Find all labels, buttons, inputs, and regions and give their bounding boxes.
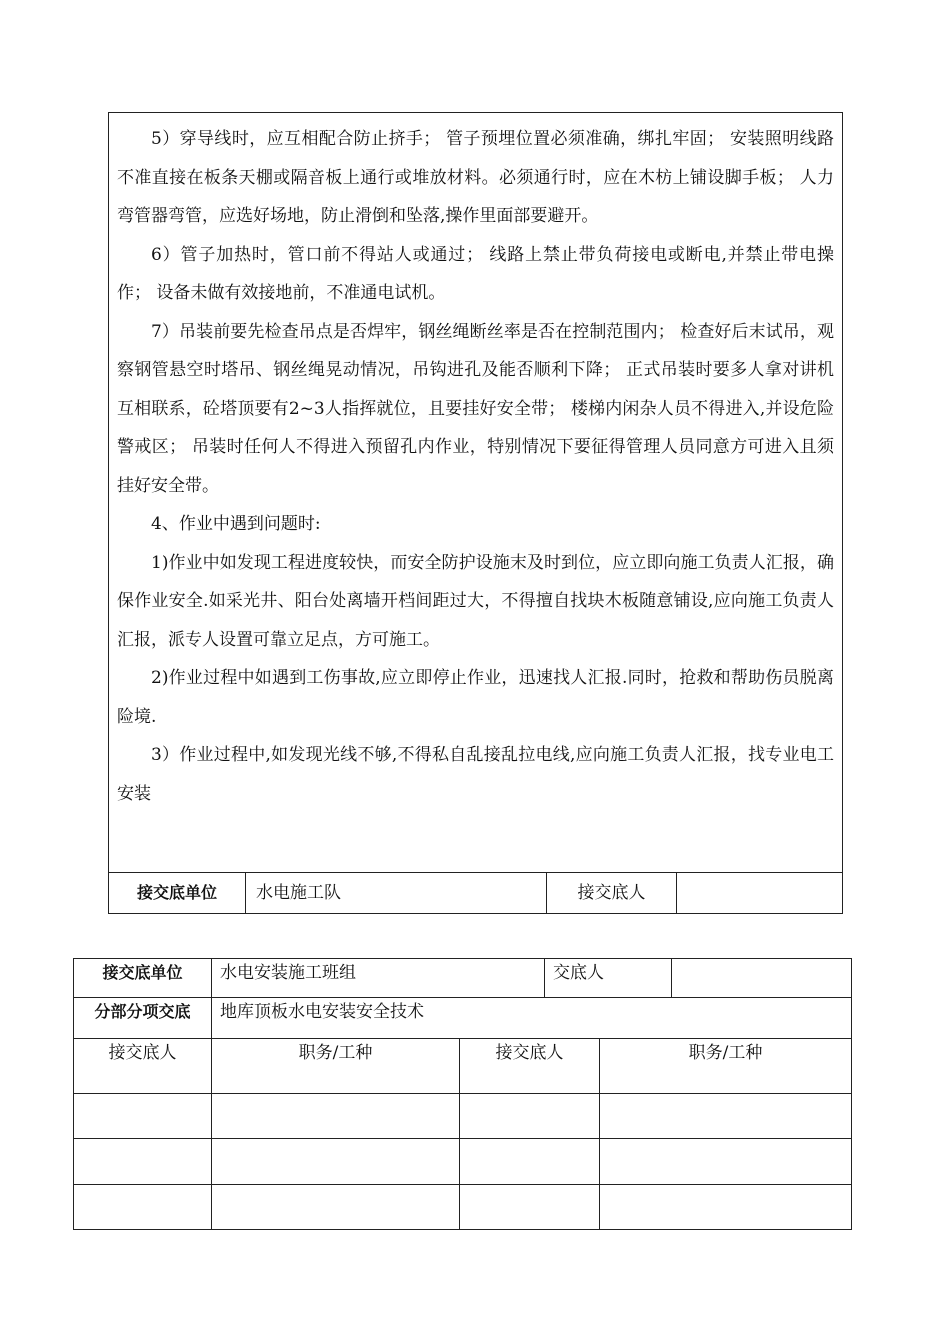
receiving-unit-label: 接交底单位	[109, 873, 246, 913]
briefer-label: 交底人	[545, 959, 672, 997]
table-cell	[600, 1094, 851, 1138]
table-cell	[600, 1139, 851, 1184]
item-row	[74, 998, 851, 1039]
col-receiver-1: 接交底人	[74, 1039, 212, 1093]
table-row	[74, 1185, 851, 1229]
table-cell	[460, 1139, 600, 1184]
paragraph-5: 5）穿导线时，应互相配合防止挤手； 管子预埋位置必须准确，绑扎牢固； 安装照明线路不准直接在板条天棚或隔音板上通行或堆放材料。必须通行时，应在木枋上铺设脚手板； 人力弯管器弯管，应选好场地，防止滑倒和坠落,操作里面部要避开。	[117, 129, 834, 226]
item-value: 地库顶板水电安装安全技术	[220, 1002, 424, 1022]
table-cell	[74, 1094, 212, 1138]
table-cell	[600, 1185, 851, 1229]
column-header-row	[74, 1039, 851, 1094]
table-row	[74, 1139, 851, 1185]
table-cell	[460, 1185, 600, 1229]
receiving-unit-value: 水电施工队	[246, 873, 547, 913]
table-cell	[212, 1094, 460, 1138]
signature-row	[109, 873, 842, 913]
briefer-value	[672, 959, 851, 997]
section-4-heading: 4、作业中遇到问题时:	[151, 514, 321, 534]
table-cell	[74, 1139, 212, 1184]
paragraph-6: 6）管子加热时，管口前不得站人或通过； 线路上禁止带负荷接电或断电,并禁止带电操作； 设备未做有效接地前，不准通电试机。	[117, 244, 834, 303]
table-cell	[212, 1185, 460, 1229]
unit-label: 接交底单位	[74, 959, 212, 997]
paragraph-4-2: 2)作业过程中如遇到工伤事故,应立即停止作业，迅速找人汇报.同时，抢救和帮助伤员脱离险境.	[117, 668, 834, 727]
col-receiver-2: 接交底人	[460, 1039, 600, 1093]
table-row	[74, 1094, 851, 1139]
table-cell	[460, 1094, 600, 1138]
item-label: 分部分项交底	[74, 998, 212, 1038]
safety-content-table	[108, 112, 843, 914]
paragraph-4-3: 3）作业过程中,如发现光线不够,不得私自乱接乱拉电线,应向施工负责人汇报，找专业电工安装	[117, 745, 834, 804]
paragraph-7: 7）吊装前要先检查吊点是否焊牢，钢丝绳断丝率是否在控制范围内； 检查好后末试吊，观察钢管悬空时塔吊、钢丝绳晃动情况，吊钩进孔及能否顺利下降； 正式吊装时要多人拿对讲机互相联系，砼塔顶要有2~3人指挥就位，且要挂好安全带； 楼梯内闲杂人员不得进入,并设危险警戒区； 吊装时任何人不得进入预留孔内作业，特别情况下要征得管理人员同意方可进入且须挂好安全带。	[117, 321, 834, 496]
briefing-header-table	[73, 958, 852, 1230]
unit-value: 水电安装施工班组	[212, 959, 545, 997]
table-cell	[74, 1185, 212, 1229]
content-body	[109, 113, 842, 873]
receiver-value	[677, 873, 842, 913]
table-cell	[212, 1139, 460, 1184]
paragraph-4-1: 1)作业中如发现工程进度较快，而安全防护设施末及时到位，应立即向施工负责人汇报，确保作业安全.如采光井、阳台处离墙开档间距过大，不得擅自找块木板随意铺设,应向施工负责人汇报，派专人设置可靠立足点，方可施工。	[117, 552, 834, 650]
col-role-1: 职务/工种	[212, 1039, 460, 1093]
receiver-label: 接交底人	[547, 873, 677, 913]
unit-row	[74, 959, 851, 998]
col-role-2: 职务/工种	[688, 1043, 763, 1063]
